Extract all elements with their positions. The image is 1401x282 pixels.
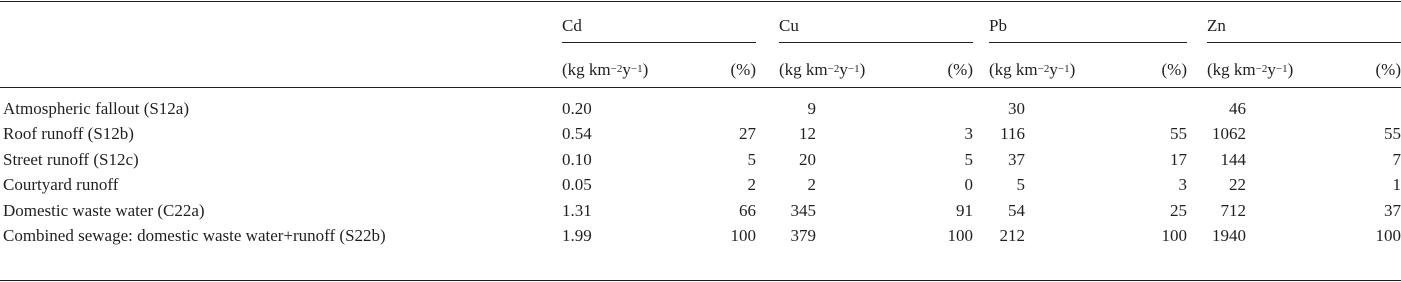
- zn-percent: 7: [1392, 150, 1401, 169]
- top-rule: [0, 1, 1401, 2]
- cu-value: 379: [790, 226, 816, 245]
- zn-value: 22: [1229, 175, 1246, 194]
- pb-value: 5: [1016, 175, 1025, 194]
- cu-value: 20: [799, 150, 816, 169]
- cd-percent: 27: [739, 124, 756, 143]
- zn-percent: 37: [1384, 201, 1401, 220]
- unit-header-zn: (kg km $^{-2}$ y $^{-1}$ ): [1207, 60, 1294, 79]
- cu-percent: 100: [947, 226, 973, 245]
- cd-value: 0.20: [562, 99, 592, 118]
- pb-value: 116: [1000, 124, 1025, 143]
- unit-header-cu: (kg km $^{-2}$ y $^{-1}$ ): [779, 60, 866, 79]
- zn-percent: 1: [1392, 175, 1401, 194]
- pb-value: 37: [1008, 150, 1025, 169]
- cd-value: 0.10: [562, 150, 592, 169]
- zn-value: 144: [1220, 150, 1246, 169]
- pb-value: 212: [999, 226, 1025, 245]
- pb-percent: 3: [1178, 175, 1187, 194]
- cd-value: 1.99: [562, 226, 592, 245]
- pb-group-rule: [989, 42, 1187, 43]
- pb-percent: 17: [1170, 150, 1187, 169]
- cu-percent: 0: [964, 175, 973, 194]
- pb-percent: 100: [1161, 226, 1187, 245]
- cd-percent: 5: [747, 150, 756, 169]
- pb-value: 30: [1008, 99, 1025, 118]
- row-label: Combined sewage: domestic waste water+runoff (S22b): [3, 226, 386, 245]
- row-label: Courtyard runoff: [3, 175, 119, 194]
- cu-percent: 91: [956, 201, 973, 220]
- bottom-rule: [0, 280, 1401, 281]
- unit-header-pb: (kg km $^{-2}$ y $^{-1}$ ): [989, 60, 1076, 79]
- zn-group-rule: [1207, 42, 1401, 43]
- zn-percent: 55: [1384, 124, 1401, 143]
- cu-percent: 5: [964, 150, 973, 169]
- pb-percent: 25: [1170, 201, 1187, 220]
- cd-value: 0.05: [562, 175, 592, 194]
- pct-header-cd: (%): [730, 60, 756, 79]
- zn-value: 46: [1229, 99, 1246, 118]
- header-rule: [0, 87, 1401, 88]
- row-label: Street runoff (S12c): [3, 150, 139, 169]
- row-label: Domestic waste water (C22a): [3, 201, 205, 220]
- row-label: Roof runoff (S12b): [3, 124, 134, 143]
- zn-value: 1940: [1212, 226, 1246, 245]
- cu-value: 2: [807, 175, 816, 194]
- unit-header-cd: (kg km $^{-2}$ y $^{-1}$ ): [562, 60, 649, 79]
- cd-value: 0.54: [562, 124, 592, 143]
- cu-value: 12: [799, 124, 816, 143]
- metal-header-zn: Zn: [1207, 16, 1226, 35]
- cu-group-rule: [779, 42, 973, 43]
- cd-value: 1.31: [562, 201, 592, 220]
- cu-value: 9: [807, 99, 816, 118]
- metal-header-pb: Pb: [989, 16, 1007, 35]
- cd-percent: 100: [730, 226, 756, 245]
- cd-group-rule: [562, 42, 756, 43]
- pb-percent: 55: [1170, 124, 1187, 143]
- pct-header-cu: (%): [947, 60, 973, 79]
- cd-percent: 66: [739, 201, 756, 220]
- zn-value: 712: [1220, 201, 1246, 220]
- pct-header-pb: (%): [1161, 60, 1187, 79]
- row-label: Atmospheric fallout (S12a): [3, 99, 190, 118]
- cu-value: 345: [790, 201, 816, 220]
- cu-percent: 3: [964, 124, 973, 143]
- metal-header-cd: Cd: [562, 16, 582, 35]
- pb-value: 54: [1008, 201, 1025, 220]
- pct-header-zn: (%): [1375, 60, 1401, 79]
- metal-header-cu: Cu: [779, 16, 799, 35]
- zn-percent: 100: [1375, 226, 1401, 245]
- zn-value: 1062: [1212, 124, 1246, 143]
- cd-percent: 2: [747, 175, 756, 194]
